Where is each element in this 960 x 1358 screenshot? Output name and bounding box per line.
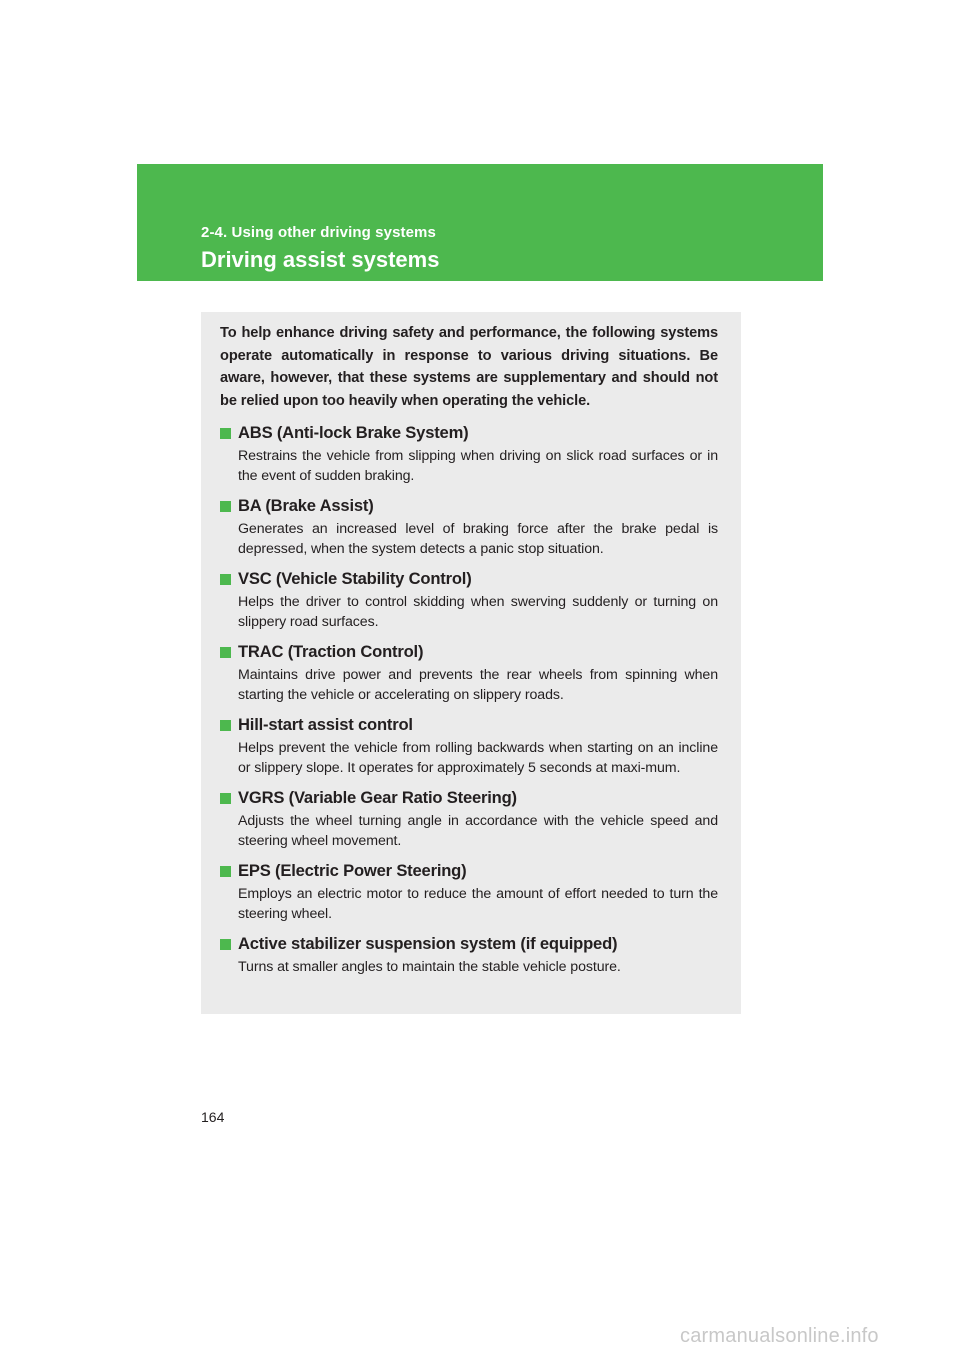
square-bullet-icon bbox=[220, 501, 231, 512]
feature-heading bbox=[220, 568, 718, 590]
feature-item-ba bbox=[220, 495, 718, 559]
feature-description: Helps the driver to control skidding when swerving suddenly or turning on slippery road surfaces. bbox=[238, 594, 718, 630]
feature-item-active-stabilizer bbox=[220, 933, 718, 978]
feature-item-eps bbox=[220, 860, 718, 924]
feature-description: Turns at smaller angles to maintain the stable vehicle posture. bbox=[238, 959, 621, 976]
feature-item-abs bbox=[220, 422, 718, 486]
feature-heading bbox=[220, 787, 718, 809]
intro-paragraph: To help enhance driving safety and performance, the following systems operate automatically in response to various driving situations. Be aware, however, that these systems are supplementary and should not be relied upon too heavily when operating the vehicle. bbox=[220, 325, 718, 409]
feature-heading-text: Hill-start assist control bbox=[238, 715, 413, 735]
page-title: Driving assist systems bbox=[201, 247, 440, 272]
square-bullet-icon bbox=[220, 720, 231, 731]
feature-item-trac bbox=[220, 641, 718, 705]
square-bullet-icon bbox=[220, 647, 231, 658]
feature-description: Employs an electric motor to reduce the amount of effort needed to turn the steering wheel. bbox=[238, 886, 718, 922]
feature-heading bbox=[220, 860, 718, 882]
square-bullet-icon bbox=[220, 574, 231, 585]
feature-heading bbox=[220, 641, 718, 663]
feature-heading-text: VGRS (Variable Gear Ratio Steering) bbox=[238, 788, 517, 808]
watermark: carmanualsonline.info bbox=[680, 1325, 879, 1347]
feature-heading bbox=[220, 422, 718, 444]
content-box bbox=[201, 312, 741, 1014]
feature-item-vgrs bbox=[220, 787, 718, 851]
feature-heading-text: ABS (Anti-lock Brake System) bbox=[238, 423, 469, 443]
feature-description: Generates an increased level of braking force after the brake pedal is depressed, when the system detects a panic stop situation. bbox=[238, 521, 718, 557]
feature-heading bbox=[220, 933, 718, 955]
section-label: 2-4. Using other driving systems bbox=[201, 224, 436, 241]
feature-heading-text: Active stabilizer suspension system (if equipped) bbox=[238, 934, 618, 954]
square-bullet-icon bbox=[220, 939, 231, 950]
feature-heading bbox=[220, 714, 718, 736]
feature-heading-text: EPS (Electric Power Steering) bbox=[238, 861, 467, 881]
feature-heading-text: VSC (Vehicle Stability Control) bbox=[238, 569, 472, 589]
section-header-band bbox=[137, 164, 823, 281]
page-number: 164 bbox=[201, 1109, 225, 1125]
square-bullet-icon bbox=[220, 793, 231, 804]
feature-description: Maintains drive power and prevents the rear wheels from spinning when starting the vehicle or accelerating on slippery roads. bbox=[238, 667, 718, 703]
feature-description: Restrains the vehicle from slipping when driving on slick road surfaces or in the event of sudden braking. bbox=[238, 448, 718, 484]
feature-heading-text: TRAC (Traction Control) bbox=[238, 642, 424, 662]
feature-heading bbox=[220, 495, 718, 517]
square-bullet-icon bbox=[220, 428, 231, 439]
square-bullet-icon bbox=[220, 866, 231, 877]
feature-description: Helps prevent the vehicle from rolling backwards when starting on an incline or slippery slope. It operates for approximately 5 seconds at maxi-mum. bbox=[238, 740, 718, 776]
feature-item-vsc bbox=[220, 568, 718, 632]
feature-heading-text: BA (Brake Assist) bbox=[238, 496, 374, 516]
feature-item-hill-start bbox=[220, 714, 718, 778]
feature-description: Adjusts the wheel turning angle in accordance with the vehicle speed and steering wheel movement. bbox=[238, 813, 718, 849]
